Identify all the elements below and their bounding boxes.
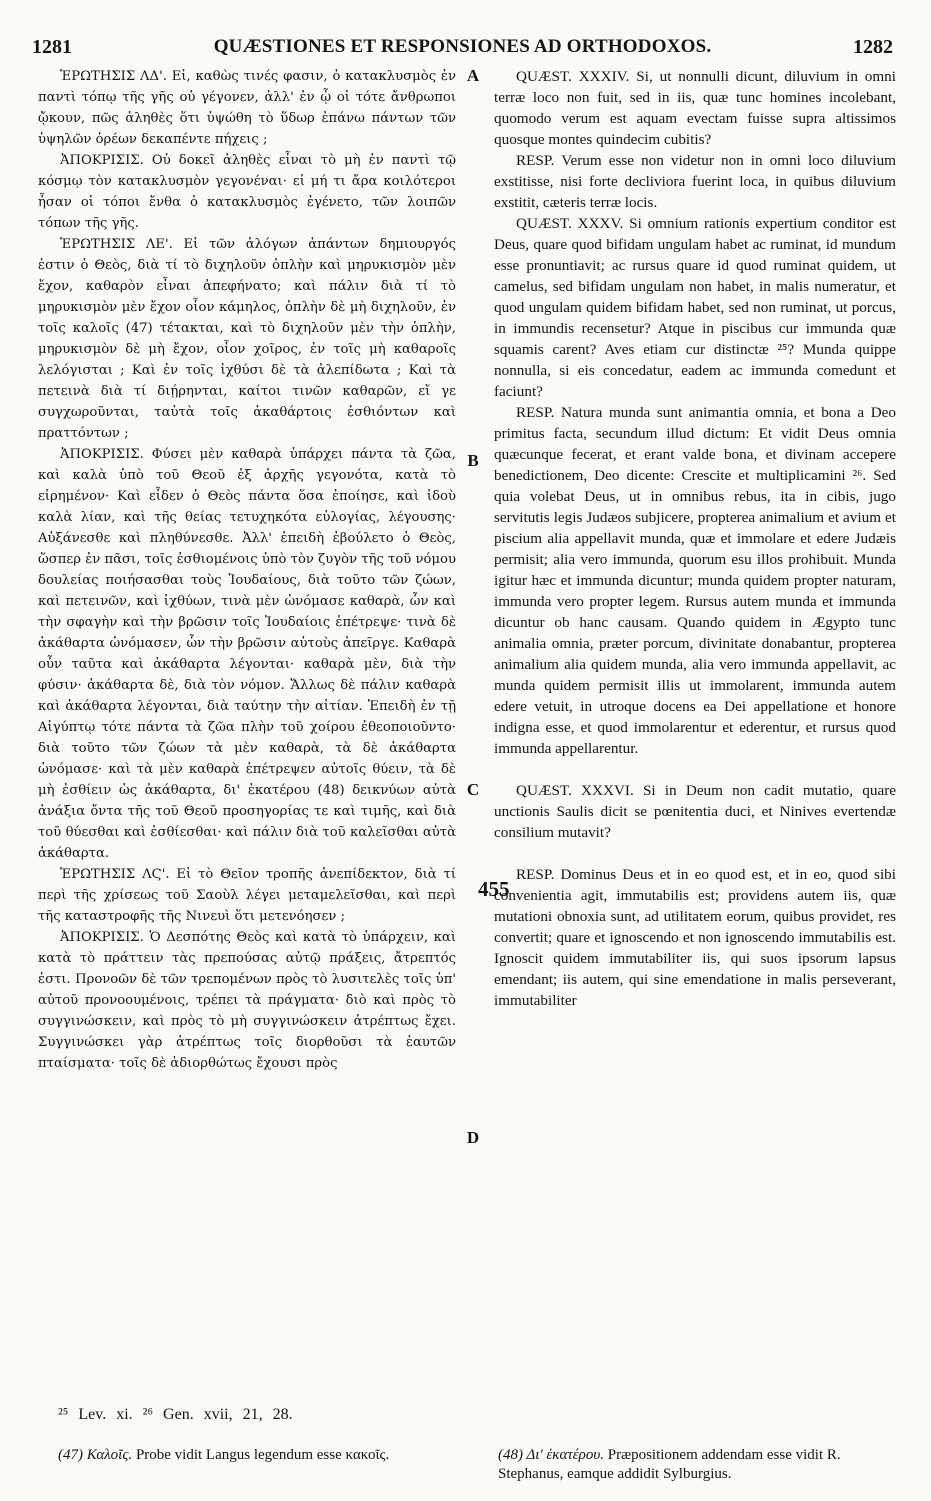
footnote-47 <box>58 1446 448 1465</box>
footnote-48-lemma: (48) Δι' ἑκατέρου. <box>498 1447 604 1463</box>
scripture-references: ²⁵ Lev. xi. ²⁶ Gen. xvii, 21, 28. <box>58 1406 293 1423</box>
right-page-number: 1282 <box>853 36 893 58</box>
margin-letter-a: A <box>466 66 480 85</box>
greek-question-34: ἘΡΩΤΗΣΙΣ ΛΔ'. Εἰ, καθὼς τινές φασιν, ὁ κατακλυσμὸς ἐν παντὶ τόπῳ τῆς γῆς οὐ γέγονεν, ἀλλ' ἐν ᾧ οἱ τότε ἄνθρωποι ᾤκουν, πῶς ἀληθὲς ὅτι ὑψώθη τὸ ὕδωρ ἐπάνω πάντων τῶν ὑψηλῶν ὀρέων δεκαπέντε πήχεις ; <box>38 69 456 147</box>
footnote-47-text: Probe vidit Langus legendum esse κακοῖς. <box>135 1447 390 1463</box>
column-number: 455 <box>478 877 510 901</box>
left-page-number: 1281 <box>32 36 72 58</box>
page-header <box>32 36 893 66</box>
greek-answer-34: ἈΠΟΚΡΙΣΙΣ. Οὐ δοκεῖ ἀληθὲς εἶναι τὸ μὴ ἐν παντὶ τῷ κόσμῳ τὸν κατακλυσμὸν γεγονέναι· εἰ μή τι ἄρα κοιλότεροι ἦσαν οἱ τόποι ἔνθα ὁ κατακλυσμὸς ἐγένετο, τῶν λοιπῶν τόπων τῆς γῆς. <box>38 153 456 231</box>
latin-question-36: QUÆST. XXXVI. Si in Deum non cadit mutatio, quare unctionis Saulis dicit se pœnitentia duci, et Ninives evertendæ consilium mutavit? <box>494 782 896 841</box>
greek-answer-35: ἈΠΟΚΡΙΣΙΣ. Φύσει μὲν καθαρὰ ὑπάρχει πάντα τὰ ζῶα, καὶ καλὰ ὑπὸ τοῦ Θεοῦ ἐξ ἀρχῆς γεγονότα, κατὰ τὸ εἰρημένον· Καὶ εἶδεν ὁ Θεὸς πάντα ὅσα ἐποίησε, καὶ ἰδοὺ καλὰ λίαν, καὶ τῆς θείας τετυχηκότα εὐλογίας, λέγουσης· Αὐξάνεσθε καὶ πληθύνεσθε. Ἀλλ' ἐπειδὴ ἐβούλετο ὁ Θεὸς, ὥσπερ ἐν πᾶσι, τοῖς ἐσθιομένοις ὑπὸ τὸν ζυγὸν τῆς τοῦ νόμου δουλείας ποιήσασθαι τοὺς Ἰουδαίους, διὰ τοῦτο τῶν ζώων, καὶ πετεινῶν, καὶ ἰχθύων, τινὰ μὲν ὠνόμασε καθαρὰ, ὧν καὶ τὴν σφαγὴν καὶ τὴν βρῶσιν τοῖς Ἰουδαίοις ἐπέτρεψε· τινὰ δὲ ἀκάθαρτα ὠνόμασεν, ὧν τὴν βρῶσιν αὐτοὺς ἀπεῖργε. Καθαρὰ οὖν ταῦτα καὶ ἀκάθαρτα λέγονται· καθαρὰ μὲν, διὰ τὴν φύσιν· ἀκάθαρτα δὲ, διὰ τὸν νόμον. Ἄλλως δὲ πάλιν καθαρὰ καὶ ἀκάθαρτα λέγονται, διὰ ταύτην τὴν αἰτίαν. Ἐπειδὴ ἐν τῇ Αἰγύπτῳ τότε πάντα τὰ ζῶα πλὴν τοῦ χοίρου ἐθεοποιοῦντο· διὰ τοῦτο τῶν ζώων τὰ μὲν καθαρὰ, τὰ δὲ ἀκάθαρτα ὠνόμασε· καὶ τὰ μὲν καθαρὰ ἐπέτρεψεν αὐτοῖς θύειν, τὰ δὲ μὴ ἐσθίειν ὡς ἀκάθαρτα, δι' ἑκατέρου (48) δεικνύων αὐτὰ ἀνάξια ὄντα τῆς τοῦ Θεοῦ προσηγορίας τε καὶ τιμῆς, καὶ διὰ τοῦ θύεσθαι καὶ ἐσθίεσθαι· καὶ πάλιν διὰ τοῦ καλεῖσθαι αὐτὰ ἀκάθαρτα. <box>38 447 456 861</box>
footnote-47-lemma: (47) Καλοῖς. <box>58 1447 133 1463</box>
paragraph-gap <box>494 759 896 780</box>
greek-question-36: ἘΡΩΤΗΣΙΣ ΛϚ'. Εἰ τὸ Θεῖον τροπῆς ἀνεπίδεκτον, διὰ τί περὶ τῆς χρίσεως τοῦ Σαοὺλ λέγει μεταμελεῖσθαι, καὶ περὶ τῆς καταστροφῆς τῆς Νινευὶ ὅτι μετενόησεν ; <box>38 867 456 924</box>
margin-letter-d: D <box>466 1128 480 1147</box>
running-title: QUÆSTIONES ET RESPONSIONES AD ORTHODOXOS. <box>213 36 712 57</box>
latin-answer-35: RESP. Natura munda sunt animantia omnia, et bona a Deo primitus facta, secundum illud dictum: Et vidit Deus omnia quæcunque fecerat, et erant valde bona, et divinam accepere benedictionem, Deo dicente: Crescite et multiplicamini ²⁶. Sed quia volebat Deus, ut in omnibus rebus, ita in cibis, jugo servitutis legis Judæos subjicere, propterea animalium et avium et piscium alia appellavit munda, quæ et immolare et edere Judæis permisit; alia vero immunda, quorum esu illos prohibuit. Munda igitur hæc et immunda dicuntur; munda quidem propter naturam, immunda vero propter legem. Rursus autem munda et immunda dicuntur ob hanc causam. Quando quidem in Ægypto tunc animalia omnia, præter porcum, divinitate donabantur, propterea animalium alia quidem munda, alia vero immunda appellavit, ac munda quidem permisit illis ut immolarent, immunda autem edere vetuit, in utroque docens ea Dei appellatione et honore indigna esse, et quod immolarentur et ederentur, et rursus quod immunda appellarentur. <box>494 404 896 757</box>
margin-letter-c: C <box>466 780 480 799</box>
footnote-48 <box>498 1446 898 1484</box>
greek-question-35: ἘΡΩΤΗΣΙΣ ΛΕ'. Εἰ τῶν ἀλόγων ἁπάντων δημιουργός ἐστιν ὁ Θεὸς, διὰ τί τὸ διχηλοῦν ὁπλὴν καὶ μηρυκισμὸν μὲν ἔχον, καθαρὸν εἶναι ἀπεφήνατο; καὶ πάλιν διὰ τί τὸ μηρυκισμὸν μὲν ἔχον οἷον κάμηλος, ὁπλὴν δὲ μὴ διχηλοῦν, ἐν τοῖς καλοῖς (47) τέτακται, καὶ τὸ διχηλοῦν μὲν τὴν ὁπλὴν, μηρυκισμὸν δὲ μὴ ἔχον, οἷον χοῖρος, ἐν τοῖς μὴ καθαροῖς λελόγισται ; Καὶ ἐν τοῖς ἰχθύσι δὲ τὰ ἀλεπίδωτα ; Καὶ τὰ πετεινὰ διὰ τί διῄρηνται, καίτοι τινῶν καθαρῶν, εἴ γε συγχωροῦνται, ταὐτὰ τοῖς ἀκαθάρτοις ἐσθιόντων καὶ πραττόντων ; <box>38 237 456 441</box>
greek-answer-36: ἈΠΟΚΡΙΣΙΣ. Ὁ Δεσπότης Θεὸς καὶ κατὰ τὸ ὑπάρχειν, καὶ κατὰ τὸ πράττειν τὰς πρεπούσας αὐτῷ πράξεις, ἄτρεπτός ἐστι. Προνοῶν δὲ τῶν τρεπομένων πρὸς τὸ λυσιτελὲς τοῖς ὑπ' αὐτοῦ προνοουμένοις, τρέπει τὰ πράγματα· διὸ καὶ πρὸς τὸ συγγινώσκειν, καὶ πρὸς τὸ μὴ συγγινώσκειν ἀτρέπτως ἔχει. Συγγινώσκει γὰρ ἀτρέπτως τοῖς διορθοῦσι τὰ ἑαυτῶν πταίσματα· τοῖς δὲ ἀδιορθώτως ἔχουσι πρὸς <box>38 930 456 1071</box>
footnote-48-text: Præpositionem addendam esse vidit R. Stephanus, eamque addidit Sylburgius. <box>498 1447 841 1482</box>
greek-column <box>38 66 456 1074</box>
latin-column <box>494 66 896 1011</box>
paragraph-gap <box>494 843 896 864</box>
latin-answer-36: RESP. Dominus Deus et in eo quod est, et in eo, quod sibi convenientia agit, immutabilis est; providens autem iis, quæ mutationi obnoxia sunt, ad utilitatem eorum, quibus providet, res convertit; quare et ignoscendo et non ignoscendo immutabilis est. Ignoscit quidem immutabiliter iis, qui suos ipsorum lapsus emendant; iis autem, qui sine emendatione in malis perseverant, immutabiliter <box>494 866 896 1009</box>
latin-question-34: QUÆST. XXXIV. Si, ut nonnulli dicunt, diluvium in omni terræ loco non fuit, sed in iis, quæ tunc homines incolebant, quomodo verum est aquam evectam fuisse supra altissimos quosque montes quindecim cubitis? <box>494 68 896 148</box>
latin-question-35: QUÆST. XXXV. Si omnium rationis expertium conditor est Deus, quare quod bifidam ungulam habet ac ruminat, id mundum esse pronuntiavit; ac rursus quare id quod ruminat quidem, ut camelus, sed bifidam ungulam non habet, in malis numeratur, et quod ungulam quidem bifidam habet, sed non ruminat, ut porcus, in immundis recensetur? Atque in piscibus cur immunda quæ squamis carent? Aves etiam cur distinctæ ²⁵? Munda quippe nonnulla, si eis concedatur, eadem ac immunda comedunt et faciunt? <box>494 215 896 400</box>
latin-answer-34: RESP. Verum esse non videtur non in omni loco diluvium exstitisse, nisi forte decliviora fuerint loca, in quibus diluvium exstitit, cæteris terræ locis. <box>494 152 896 211</box>
margin-letter-b: B <box>467 451 479 470</box>
